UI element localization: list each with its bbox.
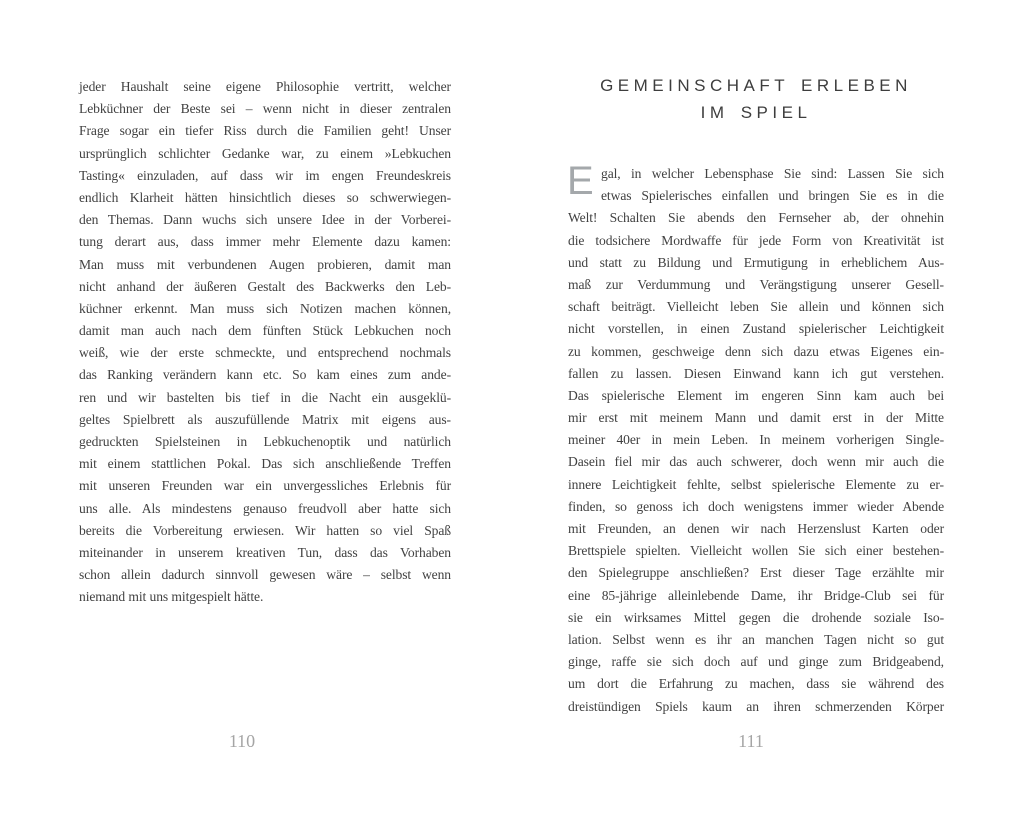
text-line: den Themas. Dann wuchs sich unsere Idee in der Vorberei- [79,212,451,228]
text-line: etwas Spielerisches einfallen und bringen Sie es in die [601,188,944,204]
chapter-heading-line2: IM SPIEL [700,103,812,122]
text-line: zu kommen, geschweige denn sich dazu etwas Eigenes ein- [568,343,944,359]
text-line: weiß, wie der erste schmeckte, und entsprechend nochmals [79,345,451,361]
text-line: jeder Haushalt seine eigene Philosophie vertritt, welcher [79,79,451,94]
text-line: damit man auch nach dem fünften Stück Lebkuchen noch [79,323,451,339]
text-line: mit Freunden, an denen wir nach Herzenslust Karten oder [568,521,944,536]
text-line: das Ranking verändern kann etc. So kam eines zum ande- [79,367,451,383]
text-line: niemand mit uns mitgespielt hätte. [79,589,264,605]
drop-cap: E [567,159,594,203]
text-line: Tasting« einzuladen, auf dass wir im engen Freundeskreis [79,167,451,183]
text-line: finden, so genoss ich doch wenigstens immer wieder Abende [568,498,944,514]
text-line: geltes Spielbrett als auszufüllende Matrix mit eigens aus- [79,411,451,427]
left-page-body [79,76,451,609]
text-line: Das spielerische Element im engeren Sinn kam auch bei [568,387,944,403]
text-line: bereits die Vorbereitung erwiesen. Wir hatten so viel Spaß [79,522,451,538]
text-line: Lebküchner der Beste sei – wenn nicht in dieser zentralen [79,101,451,117]
text-line: meiner 40er in mein Leben. In meinem vorherigen Single- [568,432,944,448]
text-line: den Spielegruppe anschließen? Erst dieser Tage erzählte mir [568,565,944,581]
text-line: Dasein fiel mir das auch schwerer, doch wenn mir auch die [568,454,944,470]
text-line: Brettspiele spielten. Vielleicht wollen Sie sich einer bestehen- [568,543,944,559]
text-line: dreistündigen Spiels kaum an ihren schmerzenden Körper [568,698,944,714]
text-line: fallen zu lassen. Diesen Einwand kann ich gut verstehen. [568,365,944,381]
text-line: Frage sogar ein tiefer Riss durch die Familien geht! Unser [79,123,451,139]
text-line: uns alle. Als mindestens genauso freudvoll aber hatte sich [79,500,451,516]
text-line: sie ein wirksames Mittel gegen die drohende soziale Iso- [568,609,944,625]
text-line: Welt! Schalten Sie abends den Fernseher ab, der ohnehin [568,210,944,226]
left-page-number: 110 [228,731,256,751]
text-line: nicht anhand der äußeren Gestalt des Backwerks den Leb- [79,278,451,294]
text-line: maß zur Verdummung und Verängstigung unserer Gesell- [568,276,944,292]
text-line: lation. Selbst wenn es ihr an manchen Tagen nicht so gut [568,631,944,647]
text-line: und statt zu Bildung und Ermutigung in erheblichem Aus- [568,254,944,270]
right-page-body [567,159,944,718]
text-line: gedruckten Spielsteinen in Lebkuchenoptik und natürlich [79,434,451,449]
text-line: ginge, raffe sie sich doch auf und ginge zum Bridgeabend, [568,654,944,670]
text-line: nicht vorstellen, in einen Zustand spielerischer Leichtigkeit [568,321,944,337]
text-line: schaft beiträgt. Vielleicht leben Sie allein und können sich [568,299,944,315]
text-line: die todsichere Mordwaffe für jede Form von Kreativität ist [568,232,944,248]
text-line: miteinander in unserem kreativen Tun, dass das Vorhaben [79,544,451,560]
chapter-heading-line1: GEMEINSCHAFT ERLEBEN [600,76,912,95]
text-line: mit unseren Freunden war ein unvergessliches Erlebnis für [79,478,451,494]
text-line: tung derart aus, dass immer mehr Elemente dazu kamen: [79,234,451,250]
text-line: schon allein dadurch sinnvoll gewesen wäre – selbst wenn [79,567,451,583]
text-line: ursprünglich schlichter Gedanke war, zu einem »Lebkuchen [79,145,451,161]
text-line: Man muss mit verbundenen Augen probieren, damit man [79,256,451,272]
right-page-number: 111 [738,731,764,751]
text-line: um dort die Erfahrung zu machen, dass sie während des [568,676,944,692]
text-line: ren und wir bastelten bis tief in die Nacht ein ausgeklü- [79,389,451,405]
text-line: innere Leichtigkeit fehlte, selbst spielerische Elemente zu er- [568,476,944,492]
text-line: mit einem stattlichen Pokal. Das sich anschließende Treffen [79,456,451,472]
text-line: endlich Klarheit hätten hinsichtlich dieses so schwerwiegen- [79,189,451,205]
text-line: gal, in welcher Lebensphase Sie sind: Lassen Sie sich [601,166,944,181]
chapter-heading [548,72,964,126]
text-line: mir erst mit meinem Mann und damit erst in der Mitte [568,410,944,426]
text-line: eine 85-jährige alleinlebende Dame, ihr Bridge-Club sei für [568,587,944,603]
text-line: küchner erkennt. Man muss sich Notizen machen können, [79,300,451,316]
